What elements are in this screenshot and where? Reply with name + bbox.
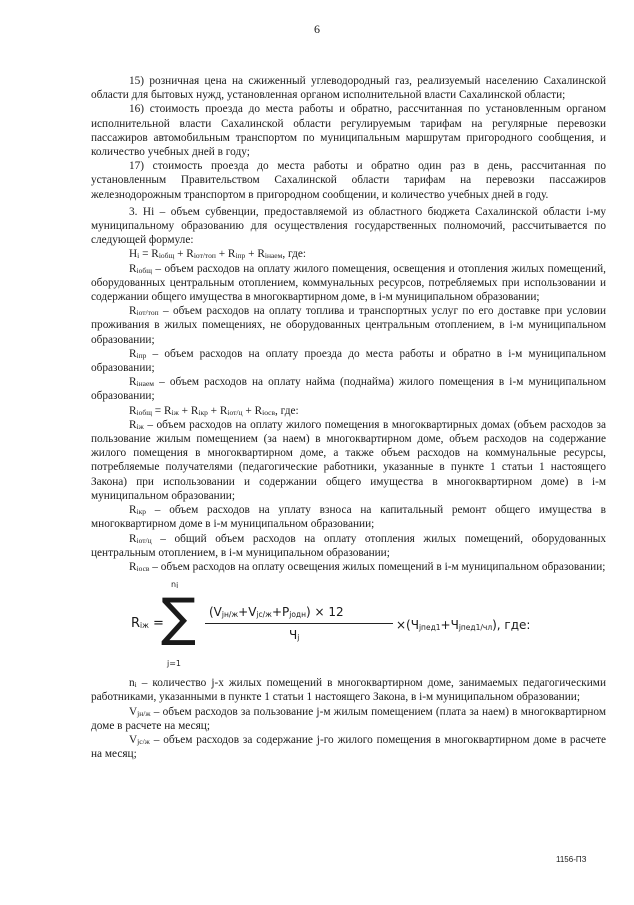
sum-lower-limit: j=1	[167, 659, 182, 669]
definition-r-iot-top: $R_{iот/топ}$ – объем расходов на оплату топлива и транспортных услуг по его доставке при условии проживания в жилых помещениях, не оборудованных центральным отоплением, в i-м муниципальном образовании;	[91, 305, 606, 346]
definition-n-i: $n_i$ – количество j-х жилых помещений в многоквартирном доме, занимаемых педагогическими работниками, указанными в пункте 1 статьи 1 настоящего Закона, в i-м муниципальном образовании;	[91, 677, 606, 704]
document-code: 1156-ПЗ	[556, 855, 587, 864]
fraction-numerator: $(V_{jн/ж}+V_{jc/ж}+P_{jодн}) \times 12$	[209, 605, 344, 620]
definition-r-izh: $R_{iж}$ – объем расходов на оплату жилого помещения в многоквартирных домах (объем расходов за пользование жилым помещением (за наем) в многоквартирном доме, объем расходов на содержание жилого помещения в многоквартирном доме, а также объем расходов на коммунальные ресурсы, потребляемые получателями (педагогические работники, указанные в пункте 1 статьи 1 настоящего Закона) при использовании и содержании общего имущества в многоквартирном доме) в i-м муниципальном образовании;	[91, 418, 606, 502]
definition-r-ikr: $R_{iкр}$ – объем расходов на уплату взноса на капитальный ремонт общего имущества в многоквартирном доме в i-м муниципальном образовании;	[91, 504, 606, 531]
fraction-denominator: $Ч_j$	[289, 628, 300, 643]
formula-r-izh-sum	[91, 578, 606, 672]
page-number: 6	[314, 22, 320, 36]
definition-r-iot-c: $R_{iот/ц}$ – общий объем расходов на оплату отопления жилых помещений, оборудованных центральным отоплением, в i-м муниципальном образовании;	[91, 532, 606, 559]
formula-lhs: $R_{iж}$ =	[131, 616, 164, 632]
definition-v-jnzh: $V_{jн/ж}$ – объем расходов за пользование j-м жилым помещением (плата за наем) в многоквартирном доме в расчете на месяц;	[91, 705, 606, 732]
definition-r-ipr: $R_{iпр}$ – объем расходов на оплату проезда до места работы и обратно в i-м муниципальном образовании;	[91, 347, 606, 375]
list-item-15: 15) розничная цена на сжиженный углеводородный газ, реализуемый населению Сахалинской области для бытовых нужд, установленная органом исполнительной власти Сахалинской области;	[91, 75, 606, 102]
formula-r-iobsch: $R_{iобщ} = R_{iж} + R_{iкр} + R_{iот/ц} + R_{iосв}$, где:	[129, 404, 299, 417]
sum-sigma-icon: ∑	[161, 588, 197, 649]
sum-upper-limit: $n_i$	[171, 580, 179, 591]
list-item-16: 16) стоимость проезда до места работы и обратно, рассчитанная по установленным органом исполнительной власти Сахалинской области регулируемым тарифам на регулярные перевозки пассажиров автомобильным транспортом по муниципальным маршрутам пригородного сообщения, и количество учебных дней в году;	[91, 103, 606, 159]
formula-multiplier: $\times(Ч_{jпед1}+Ч_{jпед1/чл})$, где:	[396, 618, 531, 633]
document-body	[91, 74, 606, 761]
formula-h: $H_i = R_{iобщ} + R_{iот/топ} + R_{iпр} + R_{iнаем}$, где:	[129, 248, 306, 261]
paragraph-3: 3. Hi – объем субвенции, предоставляемой из областного бюджета Сахалинской области i-му муниципальному образованию для осуществления государственных полномочий, рассчитывается по следующей формуле:	[91, 205, 606, 247]
definition-r-iosv: $R_{iосв}$ – объем расходов на оплату освещения жилых помещений в i-м муниципальном образовании;	[129, 560, 606, 573]
definition-r-inaem: $R_{iнаем}$ – объем расходов на оплату найма (поднайма) жилого помещения в i-м муниципальном образовании;	[91, 376, 606, 403]
list-item-17: 17) стоимость проезда до места работы и обратно один раз в день, рассчитанная по установленным Правительством Сахалинской области тарифам на перевозки пассажиров железнодорожным транспортом в пригородном сообщении, и количество учебных дней в году.	[91, 160, 606, 201]
definition-r-iobsch: $R_{iобщ}$ – объем расходов на оплату жилого помещения, освещения и отопления жилых помещений, оборудованных центральным отоплением, коммунальных ресурсов, потребляемых при использовании и содержании общего имущества в многоквартирном доме, в i-м муниципальном образовании;	[91, 262, 606, 304]
definition-v-jczh: $V_{jc/ж}$ – объем расходов за содержание j-го жилого помещения в многоквартирном доме в расчете на месяц;	[91, 733, 606, 761]
fraction-bar	[205, 623, 393, 624]
